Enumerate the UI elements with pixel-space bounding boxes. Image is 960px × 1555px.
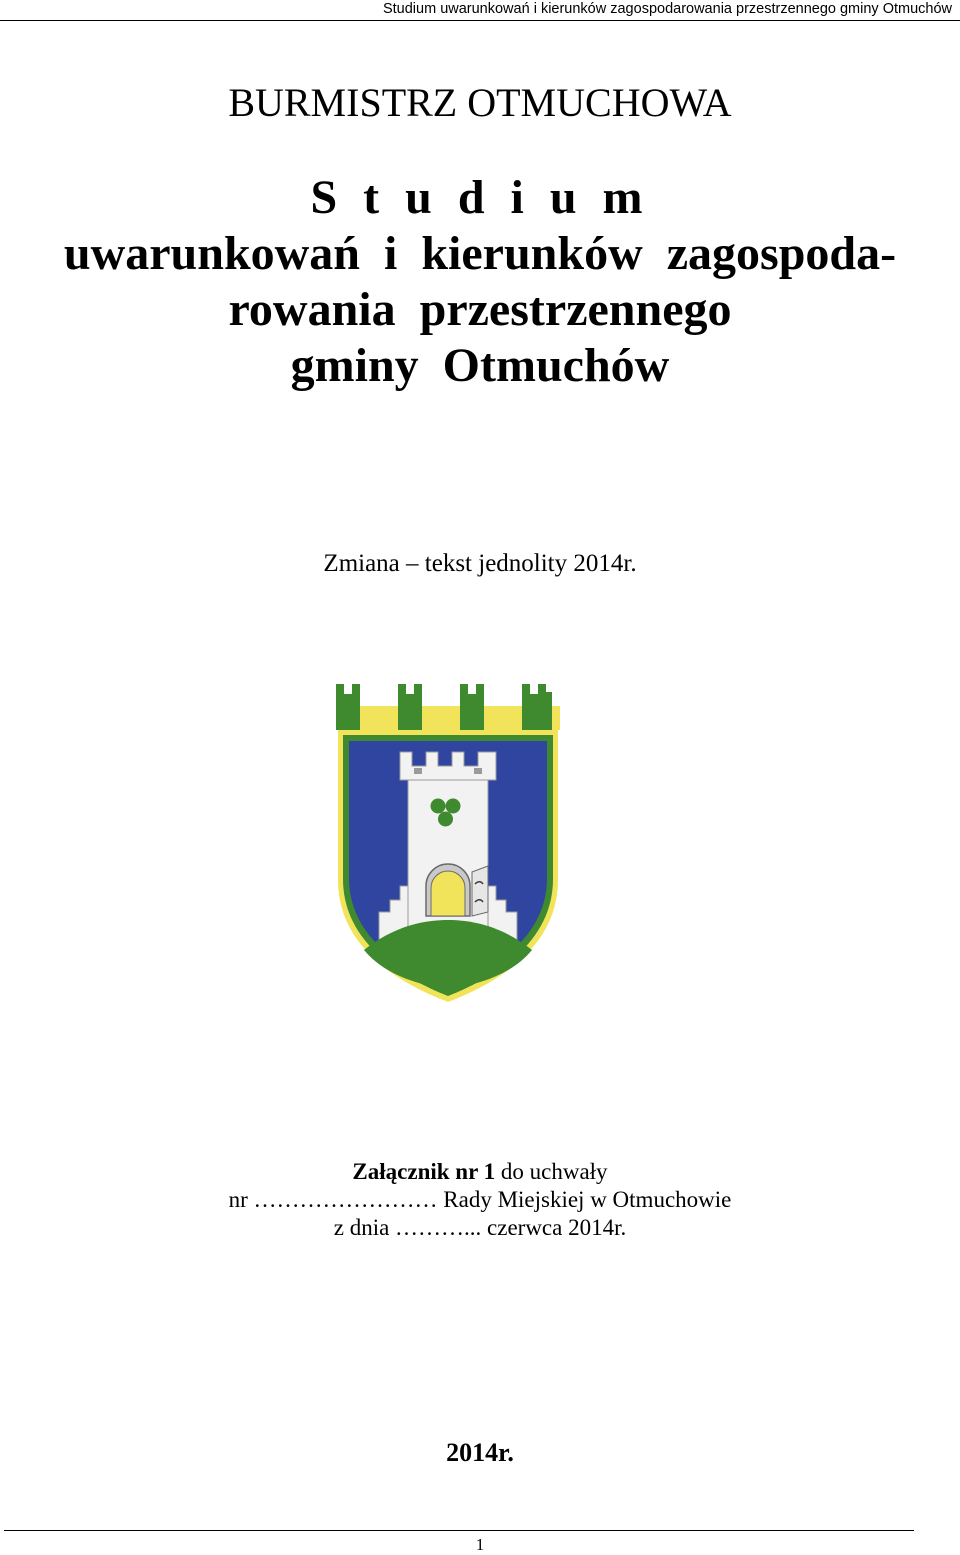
title-line-4: gminy Otmuchów [290, 339, 670, 392]
document-title [0, 170, 960, 394]
title-line-1: S t u d i u m [310, 171, 650, 224]
annex-note [0, 1158, 960, 1242]
annex-label-rest: do uchwały [495, 1159, 608, 1184]
annex-line-2: nr …………………… Rady Miejskiej w Otmuchowie [228, 1187, 732, 1212]
otmuchow-coat-of-arms-icon [334, 680, 562, 1006]
title-line-3: rowania przestrzennego [228, 283, 732, 336]
revision-note: Zmiana – tekst jednolity 2014r. [323, 550, 637, 577]
title-line-2: uwarunkowań i kierunków zagospoda- [63, 227, 897, 280]
annex-line-1 [0, 1158, 960, 1186]
publication-year: 2014r. [446, 1438, 514, 1467]
page-number: 1 [475, 1535, 485, 1554]
running-header-title: Studium uwarunkowań i kierunków zagospodarowania przestrzennego gminy Otmuchów [382, 1, 952, 17]
issuing-authority: BURMISTRZ OTMUCHOWA [228, 80, 732, 125]
footer-rule [4, 1530, 914, 1531]
annex-line-3: z dnia ………... czerwca 2014r. [333, 1215, 627, 1240]
header-rule [0, 20, 960, 21]
annex-label: Załącznik nr 1 [352, 1159, 496, 1184]
